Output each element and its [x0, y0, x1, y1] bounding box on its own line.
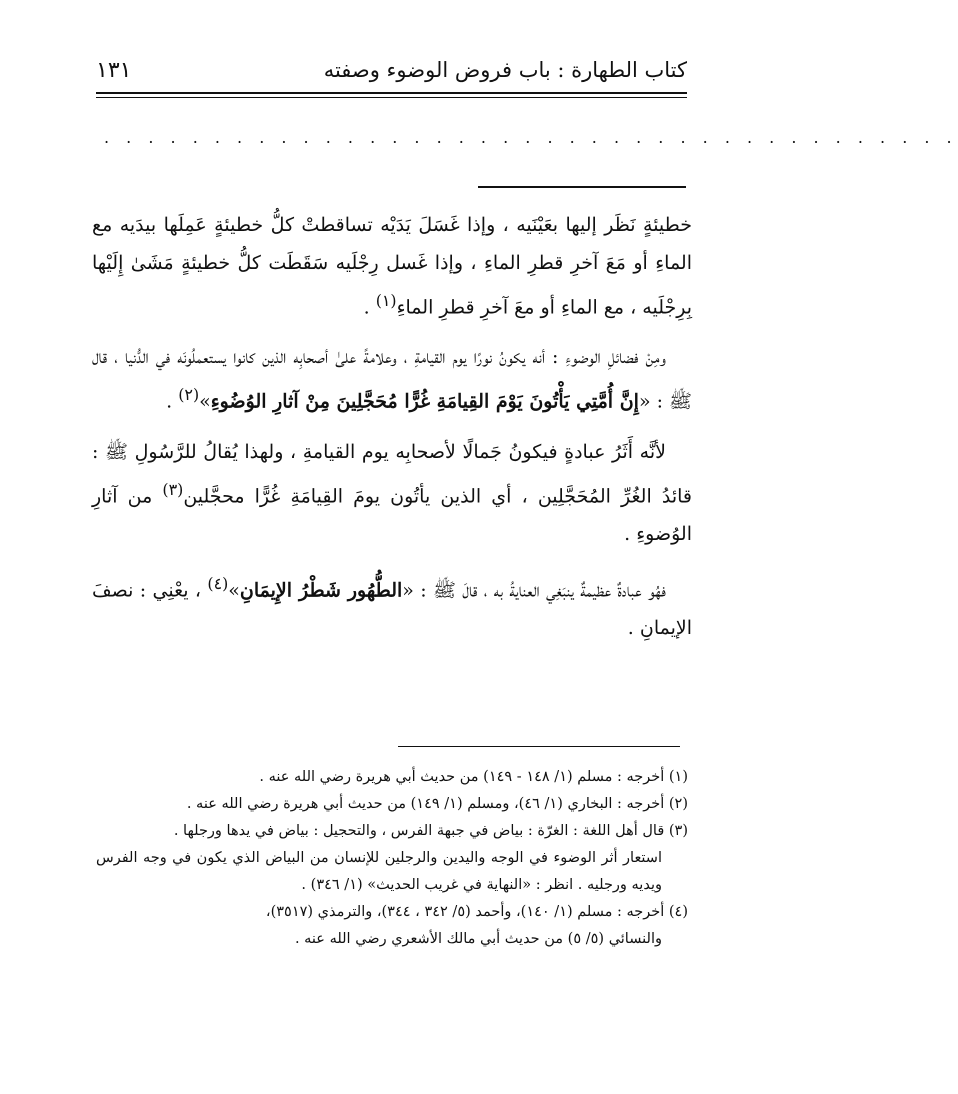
section-rule	[478, 186, 686, 188]
hadith-quote-2: الطُّهُور شَطْرُ الإِيمَانِ	[239, 579, 403, 602]
footnote-ref-4: (٤)	[207, 573, 229, 593]
footnote-1: (١) أخرجه : مسلم (١/ ١٤٨ - ١٤٩) من حديث أبي هريرة رضي الله عنه .	[259, 769, 688, 785]
paragraph-4-end: ، يعْنِي : نصفَ الإيمانِ .	[92, 579, 692, 640]
paragraph-1-end: .	[363, 296, 376, 319]
header-rule-thin	[96, 97, 687, 98]
paragraph-2	[92, 338, 692, 420]
footnote-ref-3: (٣)	[162, 479, 184, 499]
running-header	[96, 52, 687, 90]
paragraph-3-end: من آثارِ الوُضوءِ .	[92, 484, 692, 545]
footnote-4: (٤) أخرجه : مسلم (١/ ١٤٠)، وأحمد (٥/ ٣٤٢ ، ٣٤٤)، والترمذي (٣٥١٧)،	[265, 904, 688, 920]
main-text	[92, 206, 692, 659]
dotted-separator: . . . . . . . . . . . . . . . . . . . . . . . . . . . . . . . . . . . . . . .	[104, 128, 958, 147]
footnote-2: (٢) أخرجه : البخاري (١/ ٤٦)، ومسلم (١/ ١٤٩) من حديث أبي هريرة رضي الله عنه .	[186, 796, 688, 812]
paragraph-3	[92, 433, 692, 553]
paragraph-1	[92, 206, 692, 326]
footnotes	[96, 764, 688, 953]
paragraph-4-close-quote: »	[228, 579, 240, 602]
page-number: ١٣١	[96, 58, 132, 83]
footnote-ref-1: (١)	[375, 291, 397, 310]
paragraph-4	[92, 565, 692, 647]
footnote-rule	[398, 746, 680, 747]
paragraph-4-text: فهُو عبادةٌ عظيمةٌ ينبَغِي العنايةُ به ، قالَ ﷺ : «	[402, 579, 666, 602]
header-title: كتاب الطهارة : باب فروض الوضوء وصفته	[323, 58, 687, 82]
paragraph-1-text: خطيئةٍ نَظَر إليها بعَيْنَيه ، وإذا غَسَلَ يَدَيْه تساقطتْ كلُّ خطيئةٍ عَمِلَها بيدَيه مع الماءِ أو مَعَ آخرِ قطرِ الماءِ ، وإذا غَسل رِجْلَيه سَقَطَت كلُّ خطيئةٍ مَشَىٰ إِلَيْها بِرِجْلَيه ، مع الماءِ أو معَ آخرِ قطرِ الماءِ	[92, 214, 692, 319]
footnote-ref-2: (٢)	[178, 385, 200, 405]
footnote-3-continuation: استعار أثر الوضوء في الوجه واليدين والرجلين للإنسان من البياض الذي يكون في وجه الفرس ويديه ورجليه . انظر : «النهاية في غريب الحديث» (١/ ٣٤٦) .	[96, 850, 662, 893]
footnote-4-continuation: والنسائي (٥/ ٥) من حديث أبي مالك الأشعري رضي الله عنه .	[294, 931, 662, 947]
paragraph-2-end: .	[166, 390, 179, 413]
header-rule-thick	[96, 92, 687, 94]
hadith-quote-1: إِنَّ أُمَّتِي يَأْتُونَ يَوْمَ القِيامَةِ غُرًّا مُحَجَّلِينَ مِنْ آثارِ الوُضُوءِ	[210, 390, 639, 413]
paragraph-3-text: لأنَّه أَثَرُ عبادةٍ فيكونُ جَمالًا لأصحابِه يوم القيامةِ ، ولهذا يُقالُ للرَّسُولِ ﷺ : قائدُ الغُرِّ المُحَجَّلِين ، أي الذين يأتُون يومَ القِيامَةِ غُرًّا محجَّلين	[92, 440, 692, 507]
footnote-3: (٣) قال أهل اللغة : الغرّة : بياض في جبهة الفرس ، والتحجيل : بياض في يدها ورجلها .	[173, 823, 688, 839]
paragraph-2-text: ومِنْ فضائلِ الوضوءِ : أنه يكونُ نورًا يوم القيامةِ ، وعلامةً علىٰ أصحابِه الذين كانوا يستعملُونَه في الدُّنيا ، قال ﷺ : «	[92, 346, 692, 413]
paragraph-2-close-quote: »	[199, 390, 211, 413]
